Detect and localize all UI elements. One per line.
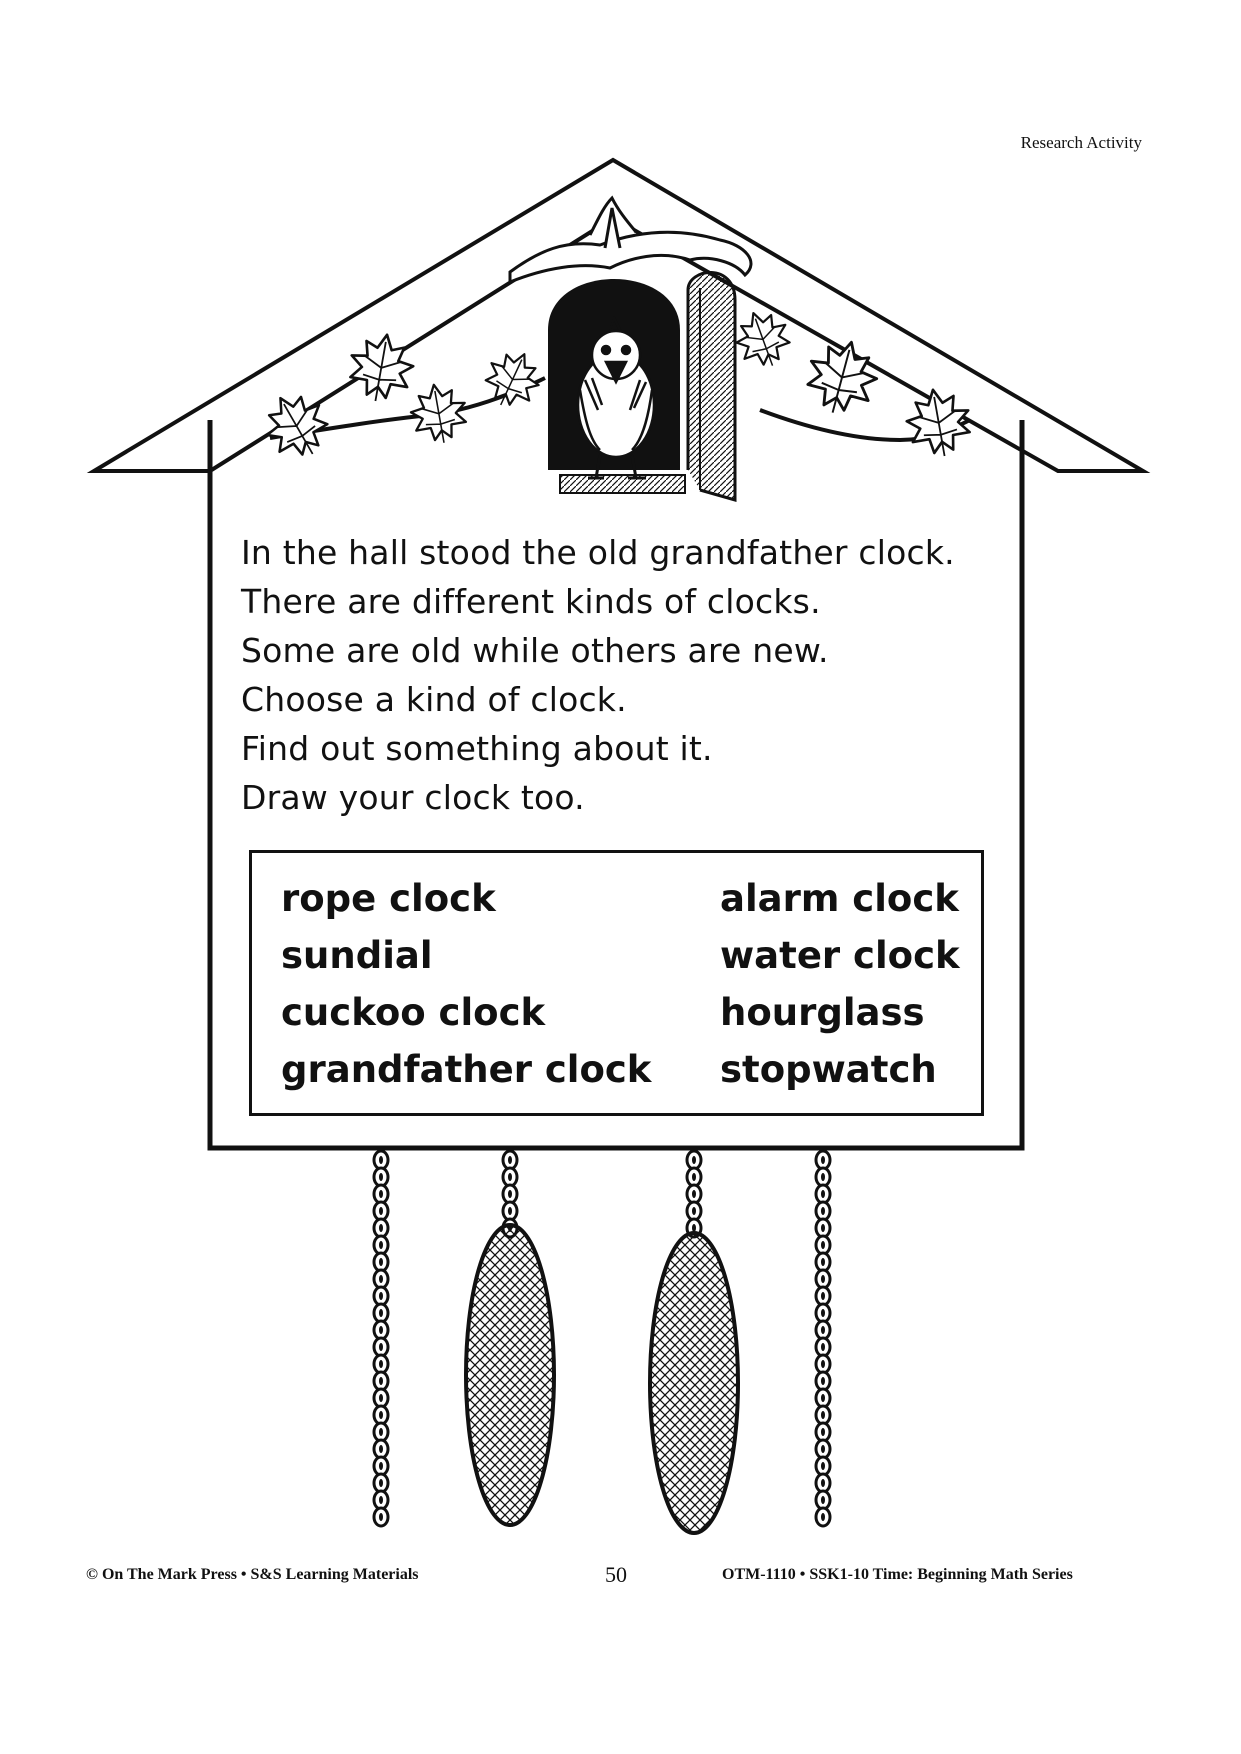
chain-link [816, 1151, 830, 1169]
clock-list-right [720, 870, 960, 1098]
chain-link [816, 1355, 830, 1373]
passage-line: Some are old while others are new. [241, 631, 829, 670]
chain-link [374, 1253, 388, 1271]
chain-link [503, 1151, 517, 1169]
chain-link [816, 1236, 830, 1254]
chain-link [374, 1457, 388, 1475]
chain-link [816, 1253, 830, 1271]
chain-link [374, 1440, 388, 1458]
clock-kind-item: grandfather clock [281, 1048, 652, 1091]
chain-link [816, 1168, 830, 1186]
chain-link [687, 1202, 701, 1220]
footer-copyright: © On The Mark Press • S&S Learning Materials [86, 1566, 419, 1583]
clock-kind-item: rope clock [281, 877, 496, 920]
pinecone-weight-icon [466, 1225, 738, 1533]
chain-icon [374, 1151, 830, 1526]
chain-link [816, 1321, 830, 1339]
chain-link [374, 1321, 388, 1339]
chain-link [687, 1151, 701, 1169]
chain-link [374, 1168, 388, 1186]
chain-link [374, 1355, 388, 1373]
chain-link [503, 1185, 517, 1203]
chain-link [816, 1304, 830, 1322]
clock-kind-item: cuckoo clock [281, 991, 546, 1034]
chain-link [374, 1474, 388, 1492]
clock-kind-item: hourglass [720, 991, 925, 1034]
chain-link [816, 1389, 830, 1407]
chain-link [374, 1236, 388, 1254]
chain-link [816, 1406, 830, 1424]
chain-link [816, 1287, 830, 1305]
chain-link [816, 1440, 830, 1458]
footer-series: OTM-1110 • SSK1-10 Time: Beginning Math Series [722, 1566, 1073, 1583]
chain-link [687, 1185, 701, 1203]
chain-link [816, 1338, 830, 1356]
page-number: 50 [605, 1562, 627, 1587]
chain-link [374, 1287, 388, 1305]
chain-link [374, 1372, 388, 1390]
chain-link [374, 1508, 388, 1526]
chain-link [816, 1457, 830, 1475]
chain-link [816, 1491, 830, 1509]
passage-line: Choose a kind of clock. [241, 680, 627, 719]
chain-link [374, 1423, 388, 1441]
passage-line: Find out something about it. [241, 729, 713, 768]
chain-link [374, 1270, 388, 1288]
chain-link [687, 1168, 701, 1186]
chain-link [374, 1219, 388, 1237]
chain-link [374, 1304, 388, 1322]
chain-link [374, 1338, 388, 1356]
chain-link [816, 1423, 830, 1441]
chain-link [816, 1474, 830, 1492]
clock-kind-item: water clock [720, 934, 960, 977]
chain-link [816, 1219, 830, 1237]
section-label: Research Activity [1020, 133, 1142, 152]
instructions-passage [241, 528, 1021, 822]
passage-line: In the hall stood the old grandfather clock. [241, 533, 955, 572]
chain-link [816, 1185, 830, 1203]
passage-line: There are different kinds of clocks. [241, 582, 821, 621]
clock-list-left [281, 870, 651, 1098]
chain-link [503, 1202, 517, 1220]
clock-kinds-box [249, 850, 984, 1116]
chain-link [374, 1185, 388, 1203]
chain-link [816, 1270, 830, 1288]
chain-link [816, 1508, 830, 1526]
chain-link [374, 1202, 388, 1220]
chain-link [374, 1406, 388, 1424]
passage-line: Draw your clock too. [241, 778, 585, 817]
clock-kind-item: alarm clock [720, 877, 959, 920]
chain-link [816, 1372, 830, 1390]
chain-link [816, 1202, 830, 1220]
chain-link [374, 1389, 388, 1407]
chain-link [503, 1168, 517, 1186]
chain-link [374, 1151, 388, 1169]
clock-kind-item: stopwatch [720, 1048, 937, 1091]
chain-link [374, 1491, 388, 1509]
clock-kind-item: sundial [281, 934, 433, 977]
